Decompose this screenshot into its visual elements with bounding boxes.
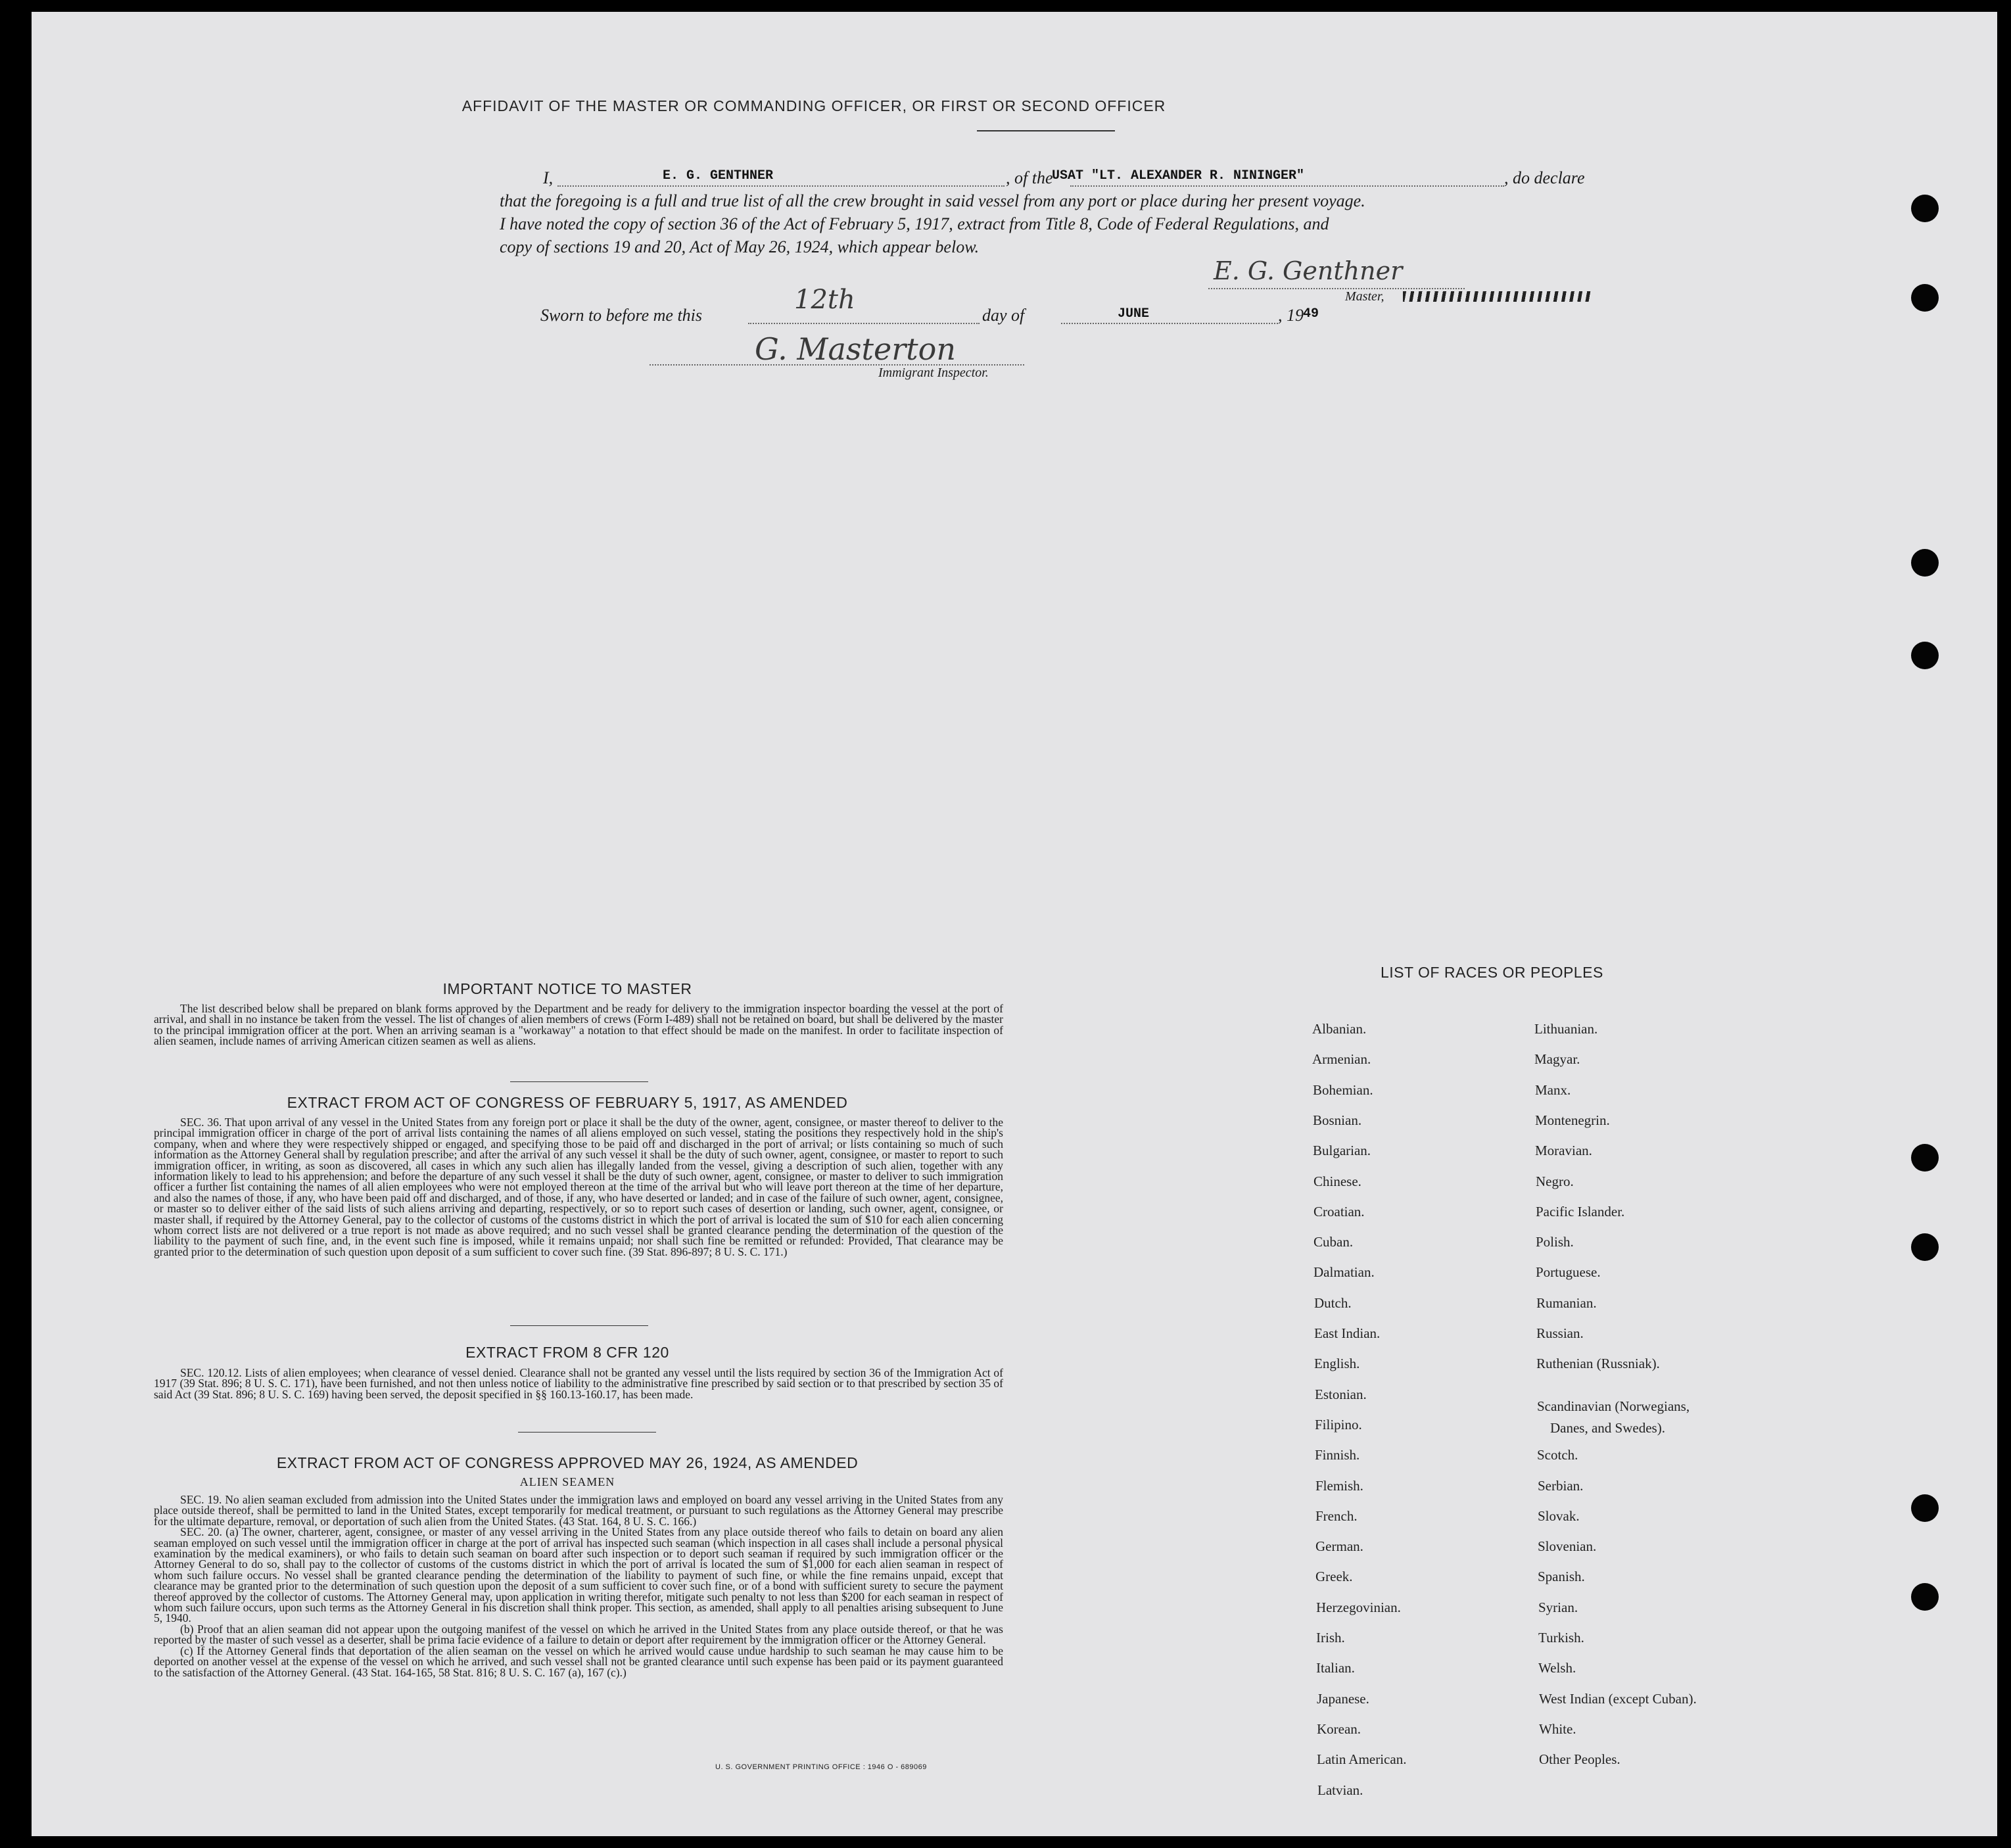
affidavit-i: I, xyxy=(543,168,554,187)
punch-hole xyxy=(1911,1494,1939,1522)
affidavit-title: AFFIDAVIT OF THE MASTER OR COMMANDING OFFICER, OR FIRST OR SECOND OFFICER xyxy=(461,97,1166,114)
master-name: E. G. GENTHNER xyxy=(663,168,774,183)
race-item: Estonian. xyxy=(1315,1386,1367,1402)
race-item: Scandinavian (Norwegians, xyxy=(1537,1398,1690,1414)
race-item: West Indian (except Cuban). xyxy=(1539,1691,1697,1707)
race-item: Scotch. xyxy=(1537,1447,1578,1463)
punch-hole xyxy=(1911,195,1939,222)
notice-text xyxy=(154,1003,1003,1047)
race-item: Bohemian. xyxy=(1313,1082,1373,1098)
sworn-text: Sworn to before me this xyxy=(540,306,703,325)
extract-8cfr-title: EXTRACT FROM 8 CFR 120 xyxy=(465,1344,669,1361)
race-item: Japanese. xyxy=(1317,1691,1369,1707)
of-the-text: , of the xyxy=(1006,168,1053,187)
race-item: French. xyxy=(1315,1508,1358,1524)
race-item: Bosnian. xyxy=(1313,1112,1362,1128)
race-item: Moravian. xyxy=(1535,1143,1592,1158)
race-item: Korean. xyxy=(1317,1721,1361,1737)
race-item: Pacific Islander. xyxy=(1536,1204,1625,1220)
affidavit-line-2: that the foregoing is a full and true list of all the crew brought in said vessel from any port or place during her present voyage. xyxy=(500,191,1365,210)
extract-1917-text xyxy=(154,1117,1003,1257)
year-prefix: , 19 xyxy=(1278,306,1304,325)
extract-8cfr-text xyxy=(154,1367,1003,1400)
day-line xyxy=(748,323,980,324)
race-item: Latin American. xyxy=(1317,1751,1407,1767)
race-item: English. xyxy=(1314,1356,1360,1371)
race-item: Montenegrin. xyxy=(1535,1112,1610,1128)
punch-hole xyxy=(1911,1233,1939,1261)
race-item: Negro. xyxy=(1536,1173,1574,1189)
race-item: Irish. xyxy=(1316,1630,1345,1646)
race-item: Manx. xyxy=(1535,1082,1571,1098)
notice-title: IMPORTANT NOTICE TO MASTER xyxy=(442,980,692,997)
race-item: Italian. xyxy=(1316,1660,1355,1676)
race-item: Filipino. xyxy=(1315,1417,1362,1433)
punch-hole xyxy=(1911,1144,1939,1172)
do-declare-text: , do declare xyxy=(1504,168,1585,187)
race-item: Danes, and Swedes). xyxy=(1550,1420,1665,1436)
notice-paragraph: The list described below shall be prepared on blank forms approved by the Department and be ready for delivery to the immigration inspector boarding the vessel at the port of arrival, and shall in no instance be taken from the vessel. The list of changes of alien members of crews (Form I-489) shall not be retained on board, but shall be delivered by the master to the principal immigration officer at the port. When an arriving seaman is a "workaway" a notation to that effect should be made on the manifest. In order to facilitate inspection of alien seamen, include names of arriving American citizen seamen as well as aliens. xyxy=(154,1002,1003,1048)
race-item: Latvian. xyxy=(1317,1782,1363,1798)
race-item: Slovak. xyxy=(1538,1508,1580,1524)
race-item: Spanish. xyxy=(1538,1569,1585,1584)
sec-120-12-paragraph: SEC. 120.12. Lists of alien employees; when clearance of vessel denied. Clearance shall not be granted any vessel until the lists required by section 36 of the Immigration Act of 1917 (39 Stat. 896; 8 U. S. C. 171), have been furnished, and not then unless notice of liability to the administrative fine prescribed by said section or to that prescribed by section 35 of said Act (39 Stat. 896; 8 U. S. C. 169) having been served, the deposit specified in §§ 160.13-160.17, has been made. xyxy=(154,1366,1003,1401)
race-item: Rumanian. xyxy=(1536,1295,1597,1311)
sec-19-paragraph: SEC. 19. No alien seaman excluded from admission into the United States under the immigration laws and employed on board any vessel arriving in the United States from any place outside thereof, shall be permitted to land in the United States, except temporarily for medical treatment, or pursuant to such regulations as the Attorney General may prescribe for the ultimate departure, removal, or deportation of such alien from the United States. (43 Stat. 164, 8 U. S. C. 166.) xyxy=(154,1493,1003,1528)
race-item: Portuguese. xyxy=(1536,1264,1601,1280)
extract-1924-title: EXTRACT FROM ACT OF CONGRESS APPROVED MAY 26, 1924, AS AMENDED xyxy=(276,1454,859,1471)
race-item: East Indian. xyxy=(1314,1325,1381,1341)
sec-20a-paragraph: SEC. 20. (a) The owner, charterer, agent, consignee, or master of any vessel arriving in the United States from any place outside thereof who fails to detain on board any alien seaman employed on such vessel until the immigration officer in charge at the port of arrival has inspected such seaman (which inspection in all cases shall include a personal physical examination by the medical examiners), or who fails to detain such seaman on board after such inspection or to deport such seaman if required by such immigration officer or the Attorney General to do so, shall pay to the collector of customs of the customs district in which the port of arrival is located the sum of $1,000 for each alien seaman in respect of whom such failure occurs. No vessel shall be granted clearance pending the determination of the liability to payment of such fine, or while the fine remains unpaid, except that clearance may be granted prior to the determination of such question upon the deposit of a sum sufficient to cover such fine, or of a bond with sufficient surety to secure the payment thereof approved by the collector of customs. The Attorney General may, upon application in writing therefor, mitigate such penalty to not less than $200 for each seaman in respect of whom such failure occurs, upon such terms as the Attorney General in his discretion shall think proper. This section, as amended, shall apply to all penalties arising subsequent to June 5, 1940. xyxy=(154,1525,1003,1625)
race-item: Armenian. xyxy=(1312,1051,1371,1067)
struck-out-text xyxy=(1403,291,1591,302)
race-item: White. xyxy=(1539,1721,1576,1737)
race-item: German. xyxy=(1315,1538,1363,1554)
race-item: Dalmatian. xyxy=(1313,1264,1375,1280)
punch-hole xyxy=(1911,549,1939,577)
alien-seamen-subtitle: ALIEN SEAMEN xyxy=(519,1475,615,1488)
sec-20b-paragraph: (b) Proof that an alien seaman did not appear upon the outgoing manifest of the vessel on which he arrived in the United States from any place outside thereof, or that he was reported by the master of such vessel as a deserter, shall be prima facie evidence of a failure to detain or deport after requirement by the immigration officer or the Attorney General. xyxy=(154,1622,1003,1647)
affidavit-line-4: copy of sections 19 and 20, Act of May 26, 1924, which appear below. xyxy=(500,237,980,256)
day-of-text: day of xyxy=(982,306,1025,325)
race-item: Lithuanian. xyxy=(1534,1021,1598,1037)
race-item: Cuban. xyxy=(1313,1234,1354,1250)
extract-8cfr-divider xyxy=(518,1432,656,1433)
notice-divider xyxy=(510,1081,648,1082)
races-title: LIST OF RACES OR PEOPLES xyxy=(1381,964,1603,981)
extract-1924-text xyxy=(154,1494,1003,1678)
race-item: Dutch. xyxy=(1314,1295,1352,1311)
month-value: JUNE xyxy=(1118,306,1150,321)
race-item: Greek. xyxy=(1315,1569,1353,1584)
punch-hole xyxy=(1911,284,1939,312)
race-item: Flemish. xyxy=(1315,1478,1363,1494)
year-value: 49 xyxy=(1303,306,1319,321)
race-item: Ruthenian (Russniak). xyxy=(1536,1356,1660,1371)
race-item: Other Peoples. xyxy=(1539,1751,1621,1767)
race-item: Herzegovinian. xyxy=(1316,1599,1401,1615)
signature-line xyxy=(1208,288,1465,289)
affidavit-line-3: I have noted the copy of section 36 of the Act of February 5, 1917, extract from Title 8, Code of Federal Regulations, and xyxy=(500,214,1329,233)
race-item: Croatian. xyxy=(1313,1204,1365,1220)
master-label: Master, xyxy=(1345,289,1384,304)
race-item: Albanian. xyxy=(1312,1021,1367,1037)
master-signature: E. G. Genthner xyxy=(1214,256,1403,285)
name-line xyxy=(557,185,1005,187)
extract-1917-divider xyxy=(510,1325,648,1326)
race-item: Syrian. xyxy=(1538,1599,1578,1615)
race-item: Magyar. xyxy=(1534,1051,1580,1067)
title-divider xyxy=(977,130,1115,131)
sec-36-paragraph: SEC. 36. That upon arrival of any vessel in the United States from any foreign port or place it shall be the duty of the owner, agent, consignee, or master thereof to deliver to the principal immigration officer in charge of the port of arrival lists containing the names of all aliens employed on such vessel, stating the positions they respectively hold in the ship's company, when and where they were respectively shipped or engaged, and specifying those to be paid off and discharged in the port of arrival; or lists containing so much of such information as the Attorney General shall by regulation prescribe; and after the arrival of any such vessel it shall be the duty of such owner, agent, consignee, or master to report to such immigration officer, in writing, as soon as discovered, all cases in which any such alien has illegally landed from the vessel, giving a description of such alien, together with any information likely to lead to his apprehension; and before the departure of any such vessel it shall be the duty of such owner, agent, consignee, or master to deliver to such immigration officer a further list containing the names of all alien employees who were not employed thereon at the time of the arrival but who will leave port thereon at the time of her departure, and also the names of those, if any, who have been paid off and discharged, and of those, if any, who have deserted or landed; and in case of the failure of such owner, agent, consignee, or master so to deliver either of the said lists of such aliens arriving and departing, respectively, or so to report such cases of desertion or landing, such owner, agent, consignee, or master shall, if required by the Attorney General, pay to the collector of customs of the customs district in which the port of arrival is located the sum of $10 for each alien concerning whom correct lists are not delivered or a true report is not made as above required; and no such vessel shall be granted clearance pending the determination of the question of the liability to the payment of such fine, and, in the event such fine is imposed, while it remains unpaid; nor shall such fine be remitted or refunded: Provided, That clearance may be granted prior to the determination of such question upon deposit of a sum sufficient to cover such fine. (39 Stat. 896-897; 8 U. S. C. 171.) xyxy=(154,1116,1003,1258)
inspector-label: Immigrant Inspector. xyxy=(878,366,989,380)
punch-hole xyxy=(1911,1583,1939,1611)
race-item: Chinese. xyxy=(1313,1173,1361,1189)
race-item: Bulgarian. xyxy=(1313,1143,1371,1158)
month-line xyxy=(1061,323,1278,324)
punch-hole xyxy=(1911,642,1939,669)
vessel-line xyxy=(1070,185,1504,187)
day-value: 12th xyxy=(794,285,855,315)
race-item: Polish. xyxy=(1536,1234,1574,1250)
race-item: Russian. xyxy=(1536,1325,1584,1341)
document-page xyxy=(32,12,1997,1836)
inspector-signature: G. Masterton xyxy=(755,331,956,367)
sec-20c-paragraph: (c) If the Attorney General finds that deportation of the alien seaman on the vessel on which he arrived would cause undue hardship to such seaman he may cause him to be deported on another vessel at the expense of the vessel on which he arrived, and such vessel shall not be granted clearance until such expense has been paid or its payment guaranteed to the satisfaction of the Attorney General. (43 Stat. 164-165, 58 Stat. 816; 8 U. S. C. 167 (a), 167 (c).) xyxy=(154,1644,1003,1679)
vessel-name: USAT "LT. ALEXANDER R. NININGER" xyxy=(1052,168,1305,183)
race-item: Finnish. xyxy=(1315,1447,1360,1463)
race-item: Welsh. xyxy=(1538,1660,1576,1676)
printer-imprint: U. S. GOVERNMENT PRINTING OFFICE : 1946 O - 689069 xyxy=(715,1763,927,1771)
extract-1917-title: EXTRACT FROM ACT OF CONGRESS OF FEBRUARY 5, 1917, AS AMENDED xyxy=(287,1094,848,1111)
race-item: Slovenian. xyxy=(1538,1538,1597,1554)
race-item: Turkish. xyxy=(1538,1630,1584,1646)
race-item: Serbian. xyxy=(1538,1478,1584,1494)
